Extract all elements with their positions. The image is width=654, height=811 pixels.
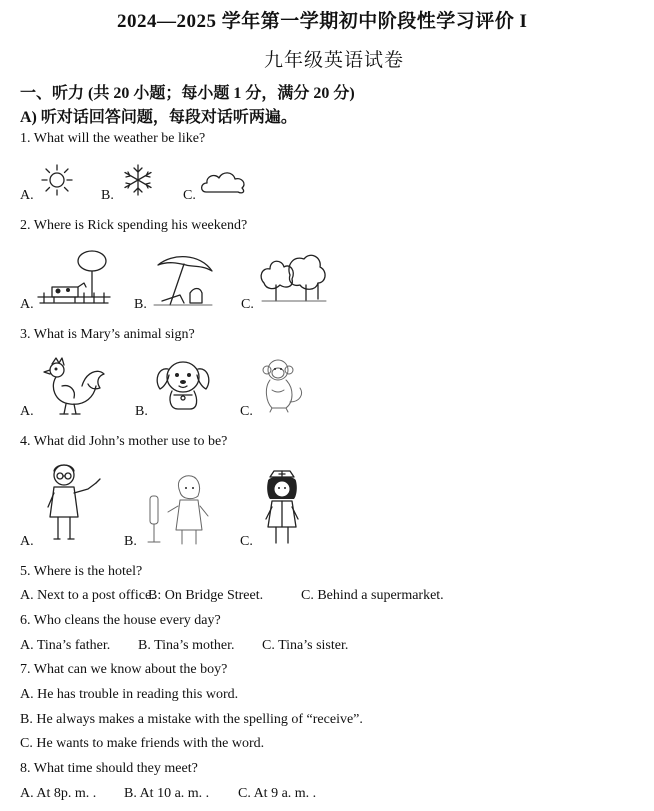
q6-option-c[interactable]: C. Tina’s sister. xyxy=(262,638,349,653)
monkey-icon xyxy=(256,356,308,414)
q4-option-b[interactable]: B. xyxy=(124,534,137,549)
question-7: 7. What can we know about the boy? xyxy=(20,662,228,677)
q1-option-b[interactable]: B. xyxy=(101,188,114,203)
cloud-icon xyxy=(200,168,248,196)
beach-umbrella-icon xyxy=(152,253,214,307)
q7-option-c[interactable]: C. He wants to make friends with the word. xyxy=(20,736,265,751)
q1-option-c[interactable]: C. xyxy=(183,188,196,203)
farm-icon xyxy=(38,247,110,307)
part-a-instruction: A) 听对话回答问题，每段对话听两遍。 xyxy=(20,109,297,126)
rooster-icon xyxy=(42,354,108,416)
question-2: 2. Where is Rick spending his weekend? xyxy=(20,218,248,233)
q8-option-a[interactable]: A. At 8p. m. . xyxy=(20,786,97,801)
q7-option-b[interactable]: B. He always makes a mistake with the spelling of “receive”. xyxy=(20,712,363,727)
forest-icon xyxy=(258,249,330,305)
dog-icon xyxy=(152,355,214,413)
q3-option-c[interactable]: C. xyxy=(240,404,253,419)
question-3: 3. What is Mary’s animal sign? xyxy=(20,327,195,342)
q4-option-a[interactable]: A. xyxy=(20,534,34,549)
q8-option-b[interactable]: B. At 10 a. m. . xyxy=(124,786,210,801)
q8-option-c[interactable]: C. At 9 a. m. . xyxy=(238,786,317,801)
q3-option-a[interactable]: A. xyxy=(20,404,34,419)
q6-option-a[interactable]: A. Tina’s father. xyxy=(20,638,111,653)
q2-option-b[interactable]: B. xyxy=(134,297,147,312)
nurse-icon xyxy=(258,467,306,547)
q7-option-a[interactable]: A. He has trouble in reading this word. xyxy=(20,687,239,702)
question-8: 8. What time should they meet? xyxy=(20,761,198,776)
section-heading: 一、听力 (共 20 小题；每小题 1 分，满分 20 分) xyxy=(20,85,355,102)
q2-option-a[interactable]: A. xyxy=(20,297,34,312)
q5-option-c[interactable]: C. Behind a supermarket. xyxy=(301,588,444,603)
exam-title: 2024—2025 学年第一学期初中阶段性学习评价 I xyxy=(117,11,528,32)
q2-option-c[interactable]: C. xyxy=(241,297,254,312)
question-1: 1. What will the weather be like? xyxy=(20,131,206,146)
hairdresser-icon xyxy=(142,470,214,546)
question-5: 5. Where is the hotel? xyxy=(20,564,143,579)
sun-icon xyxy=(40,163,74,197)
q6-option-b[interactable]: B. Tina’s mother. xyxy=(138,638,235,653)
q1-option-a[interactable]: A. xyxy=(20,188,34,203)
q5-option-b[interactable]: B: On Bridge Street. xyxy=(148,588,264,603)
q5-option-a[interactable]: A. Next to a post office. xyxy=(20,588,155,603)
q3-option-b[interactable]: B. xyxy=(135,404,148,419)
question-6: 6. Who cleans the house every day? xyxy=(20,613,221,628)
question-4: 4. What did John’s mother use to be? xyxy=(20,434,228,449)
snowflake-icon xyxy=(121,163,155,197)
exam-subtitle: 九年级英语试卷 xyxy=(264,50,405,71)
teacher-icon xyxy=(40,461,102,545)
q4-option-c[interactable]: C. xyxy=(240,534,253,549)
